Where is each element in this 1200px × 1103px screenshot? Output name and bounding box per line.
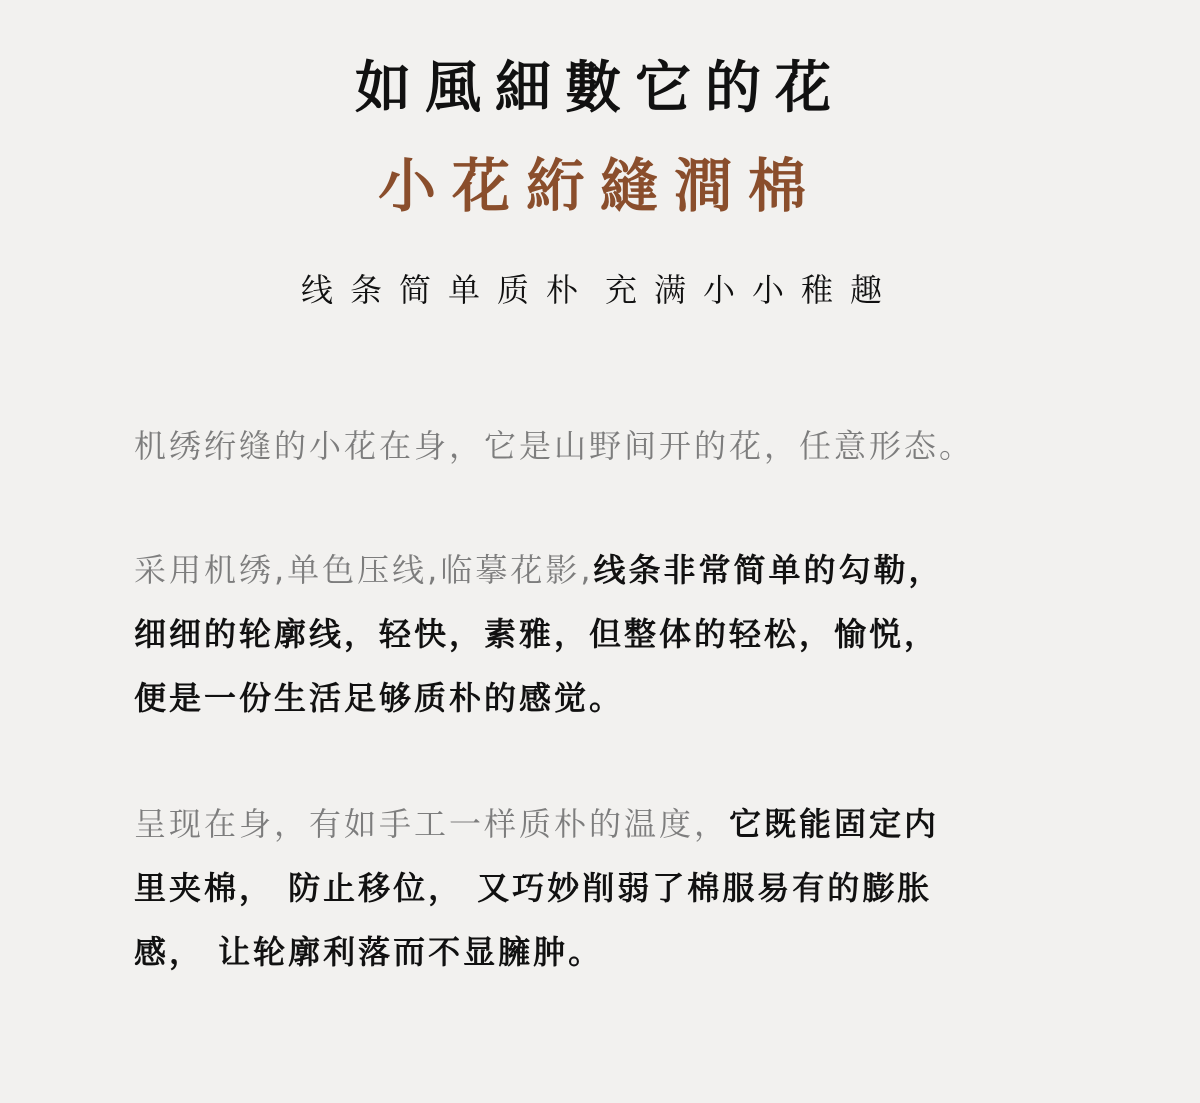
- tagline-part-1: 线条简单质朴: [300, 271, 595, 309]
- tagline: [0, 268, 1200, 312]
- paragraph-quilting-grey-text: 呈现在身，有如手工一样质朴的温度，: [134, 805, 730, 843]
- paragraph-intro: 机绣绗缝的小花在身，它是山野间开的花，任意形态。: [134, 427, 975, 465]
- paragraph-quilting-dark-text-2: 里夹棉， 防止移位， 又巧妙削弱了棉服易有的膨胀: [134, 869, 933, 907]
- page-title: 如風細數它的花: [355, 55, 845, 121]
- paragraph-embroidery-dark-text-3: 便是一份生活足够质朴的感觉。: [134, 679, 625, 717]
- paragraph-quilting: [134, 792, 1079, 984]
- paragraph-quilting-dark-text-1: 它既能固定内: [729, 805, 940, 843]
- paragraph-embroidery-dark-text-1: 线条非常简单的勾勒，: [593, 551, 944, 589]
- paragraph-embroidery: [134, 538, 1079, 730]
- paragraph-quilting-dark-text-3: 感， 让轮廓利落而不显臃肿。: [134, 933, 604, 971]
- paragraph-embroidery-grey-text: 采用机绣,单色压线,临摹花影,: [134, 551, 594, 589]
- paragraph-embroidery-dark-text-2: 细细的轮廓线，轻快，素雅，但整体的轻松，愉悦，: [134, 615, 940, 653]
- page-subtitle: 小花絎縫澗棉: [377, 152, 822, 220]
- tagline-part-2: 充满小小稚趣: [605, 271, 900, 309]
